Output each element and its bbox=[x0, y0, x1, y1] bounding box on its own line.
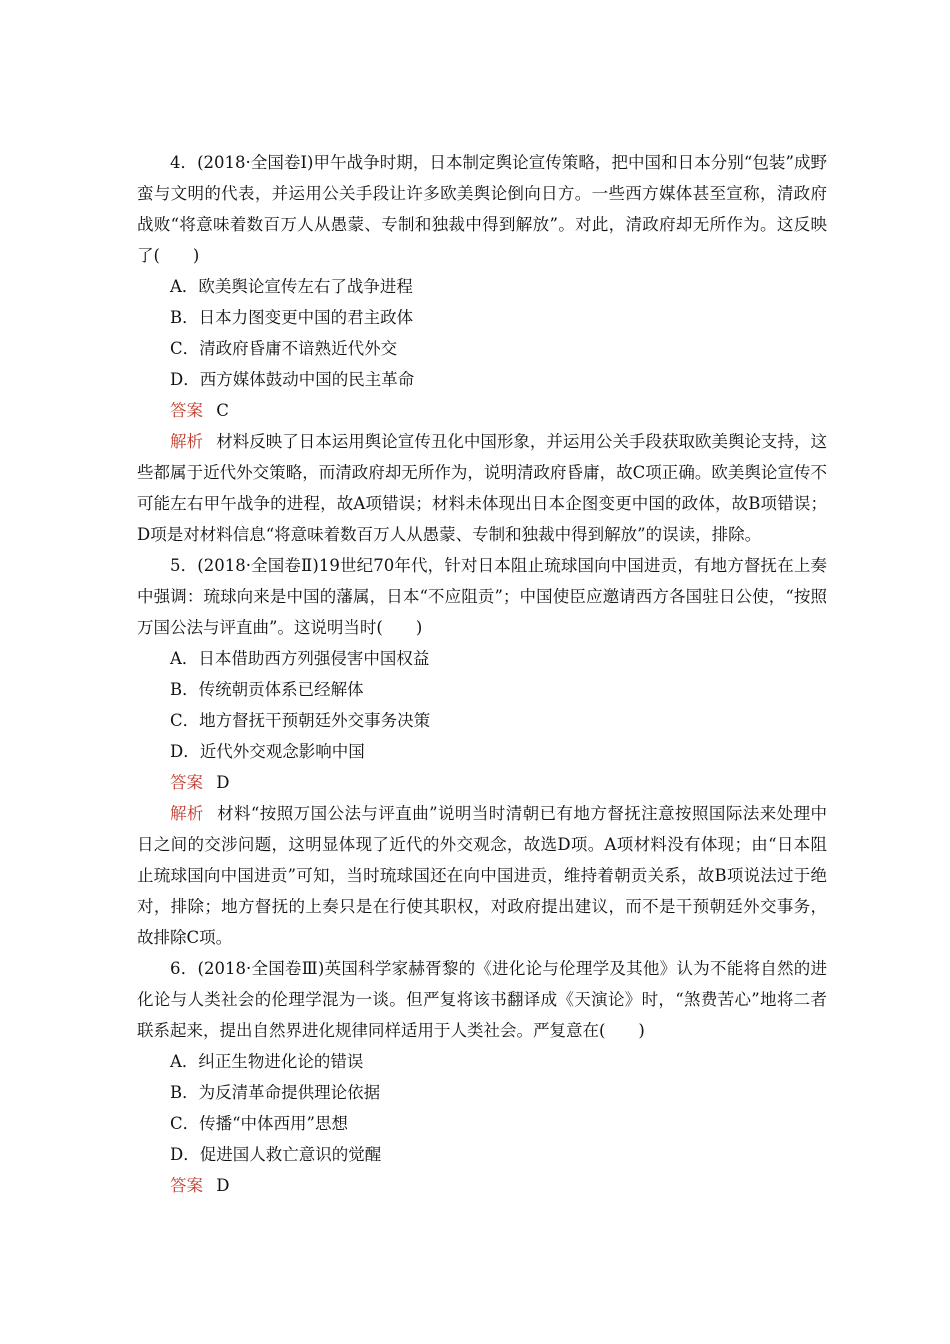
document-page bbox=[137, 147, 827, 1201]
question-4 bbox=[137, 147, 827, 550]
answer-value: D bbox=[216, 773, 230, 792]
question-6 bbox=[137, 953, 827, 1201]
analysis-label: 解析 bbox=[170, 432, 204, 451]
question-5 bbox=[137, 550, 827, 953]
answer-value: D bbox=[216, 1176, 230, 1195]
option-d: D．促进国人救亡意识的觉醒 bbox=[170, 1145, 382, 1164]
analysis-text: 材料反映了日本运用舆论宣传丑化中国形象，并运用公关手段获取欧美舆论支持，这些都属于近代外交策略，而清政府却无所作为，说明清政府昏庸，故C项正确。欧美舆论宣传不可能左右甲午战争的进程，故A项错误；材料未体现出日本企图变更中国的政体，故B项错误；D项是对材料信息“将意味着数百万人从愚蒙、专制和独裁中得到解放”的误读，排除。 bbox=[137, 432, 828, 544]
analysis-paragraph bbox=[137, 798, 827, 953]
option-b: B．为反清革命提供理论依据 bbox=[170, 1083, 381, 1102]
option-c: C．清政府昏庸不谙熟近代外交 bbox=[170, 339, 398, 358]
question-stem: 5．(2018·全国卷Ⅱ)19世纪70年代，针对日本阻止琉球国向中国进贡，有地方督抚在上奏中强调：琉球向来是中国的藩属，日本“不应阻贡”；中国使臣应邀请西方各国驻日公使，“按照万国公法与评直曲”。这说明当时( ) bbox=[137, 556, 827, 637]
analysis-text: 材料“按照万国公法与评直曲”说明当时清朝已有地方督抚注意按照国际法来处理中日之间的交涉问题，这明显体现了近代的外交观念，故选D项。A项材料没有体现；由“日本阻止琉球国向中国进贡”可知，当时琉球国还在向中国进贡，维持着朝贡关系，故B项说法过于绝对，排除；地方督抚的上奏只是在行使其职权，对政府提出建议，而不是干预朝廷外交事务，故排除C项。 bbox=[137, 804, 828, 947]
option-a: A．纠正生物进化论的错误 bbox=[170, 1052, 364, 1071]
answer-line bbox=[137, 767, 827, 798]
answer-line bbox=[137, 395, 827, 426]
option-c: C．地方督抚干预朝廷外交事务决策 bbox=[170, 711, 431, 730]
analysis-label: 解析 bbox=[170, 804, 204, 823]
answer-label: 答案 bbox=[170, 401, 203, 420]
answer-label: 答案 bbox=[170, 773, 203, 792]
option-a: A．欧美舆论宣传左右了战争进程 bbox=[170, 277, 413, 296]
option-a: A．日本借助西方列强侵害中国权益 bbox=[170, 649, 430, 668]
answer-line bbox=[137, 1170, 827, 1201]
option-d: D．近代外交观念影响中国 bbox=[170, 742, 365, 761]
option-d: D．西方媒体鼓动中国的民主革命 bbox=[170, 370, 415, 389]
question-stem: 4．(2018·全国卷Ⅰ)甲午战争时期，日本制定舆论宣传策略，把中国和日本分别“包装”成野蛮与文明的代表，并运用公关手段让许多欧美舆论倒向日方。一些西方媒体甚至宣称，清政府战败“将意味着数百万人从愚蒙、专制和独裁中得到解放”。对此，清政府却无所作为。这反映了( ) bbox=[137, 153, 827, 265]
option-b: B．日本力图变更中国的君主政体 bbox=[170, 308, 414, 327]
answer-value: C bbox=[216, 401, 229, 420]
question-stem: 6．(2018·全国卷Ⅲ)英国科学家赫胥黎的《进化论与伦理学及其他》认为不能将自然的进化论与人类社会的伦理学混为一谈。但严复将该书翻译成《天演论》时，“煞费苦心”地将二者联系起来，提出自然界进化规律同样适用于人类社会。严复意在( ) bbox=[137, 959, 827, 1040]
analysis-paragraph bbox=[137, 426, 827, 550]
option-c: C．传播“中体西用”思想 bbox=[170, 1114, 348, 1133]
answer-label: 答案 bbox=[170, 1176, 203, 1195]
option-b: B．传统朝贡体系已经解体 bbox=[170, 680, 364, 699]
